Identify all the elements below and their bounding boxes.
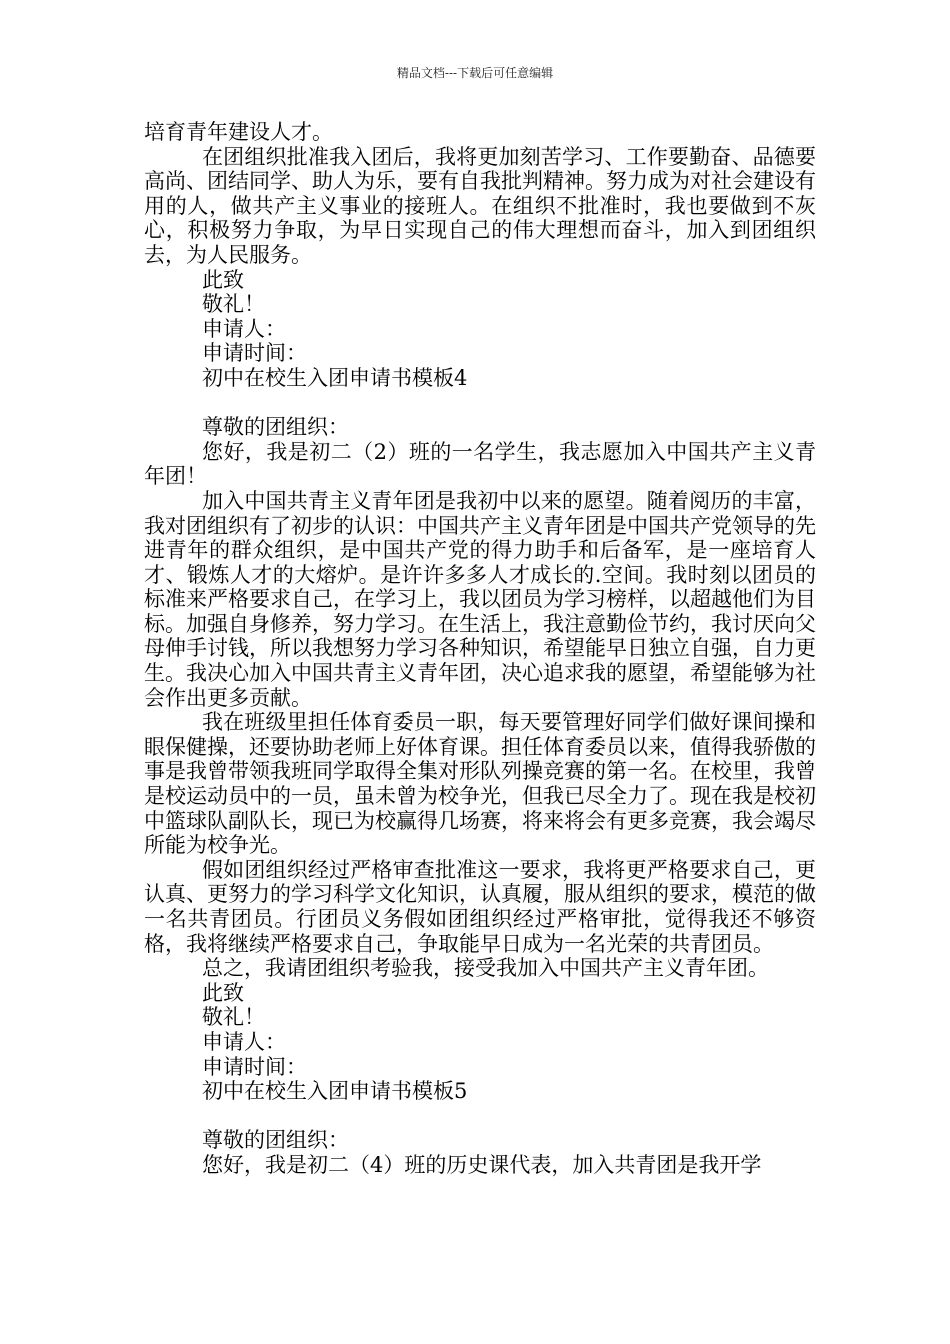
paragraph: 您好，我是初二（2）班的一名学生，我志愿加入中国共产主义青年团！	[144, 439, 816, 489]
text-line: 申请时间：	[202, 1054, 307, 1079]
paragraph: 培育青年建设人才。	[144, 120, 333, 144]
text-line: 尊敬的团组织：	[202, 1128, 349, 1153]
text-line: 尊敬的团组织：	[202, 415, 349, 440]
text-line: 申请人：	[202, 1029, 286, 1054]
text-line: 申请人：	[202, 316, 286, 341]
paragraph: 加入中国共青主义青年团是我初中以来的愿望。随着阅历的丰富，我对团组织有了初步的认识：中国共产主义青年团是中国共产党领导的先进青年的群众组织，是中国共产党的得力助手和后备军，是一座培育人才、锻炼人才的大熔炉。是许许多多人才成长的.空间。我时刻以团员的标准来严格要求自己，在学习上，我以团员为学习榜样，以超越他们为目标。加强自身修养，努力学习。在生活上，我注意勤俭节约，我讨厌向父母伸手讨钱，所以我想努力学习各种知识，希望能早日独立自强，自力更生。我决心加入中国共青主义青年团，决心追求我的愿望，希望能够为社会作出更多贡献。	[144, 488, 816, 710]
paragraph: 在团组织批准我入团后，我将更加刻苦学习、工作要勤奋、品德要高尚、团结同学、助人为乐，要有自我批判精神。努力成为对社会建设有用的人，做共产主义事业的接班人。在组织不批准时，我也要做到不灰心，积极努力争取，为早日实现自己的伟大理想而奋斗，加入到团组织去，为人民服务。	[144, 144, 816, 267]
document-body	[144, 120, 816, 1178]
blank-line	[144, 391, 816, 416]
blank-line	[144, 1104, 816, 1129]
text-line: 敬礼！	[202, 292, 265, 317]
paragraph: 您好，我是初二（4）班的历史课代表，加入共青团是我开学	[202, 1152, 762, 1177]
paragraph: 我在班级里担任体育委员一职，每天要管理好同学们做好课间操和眼保健操，还要协助老师上好体育课。担任体育委员以来，值得我骄傲的事是我曾带领我班同学取得全集对形队列操竞赛的第一名。在校里，我曾是校运动员中的一员，虽未曾为校争光，但我已尽全力了。现在我是校初中篮球队副队长，现已为校赢得几场赛，将来将会有更多竞赛，我会竭尽所能为校争光。	[144, 710, 816, 858]
text-line: 此致	[202, 267, 244, 292]
text-line: 初中在校生入团申请书模板4	[202, 365, 468, 390]
paragraph: 假如团组织经过严格审查批准这一要求，我将更严格要求自己，更认真、更努力的学习科学文化知识，认真履，服从组织的要求，模范的做一名共青团员。行团员义务假如团组织经过严格审批，觉得我还不够资格，我将继续严格要求自己，争取能早日成为一名光荣的共青团员。	[144, 857, 816, 956]
text-line: 申请时间：	[202, 341, 307, 366]
text-line: 敬礼！	[202, 1005, 265, 1030]
text-line: 此致	[202, 980, 244, 1005]
page-header: 精品文档---下载后可任意编辑	[396, 66, 554, 80]
paragraph: 总之，我请团组织考验我，接受我加入中国共产主义青年团。	[202, 956, 769, 981]
text-line: 初中在校生入团申请书模板5	[202, 1079, 468, 1104]
